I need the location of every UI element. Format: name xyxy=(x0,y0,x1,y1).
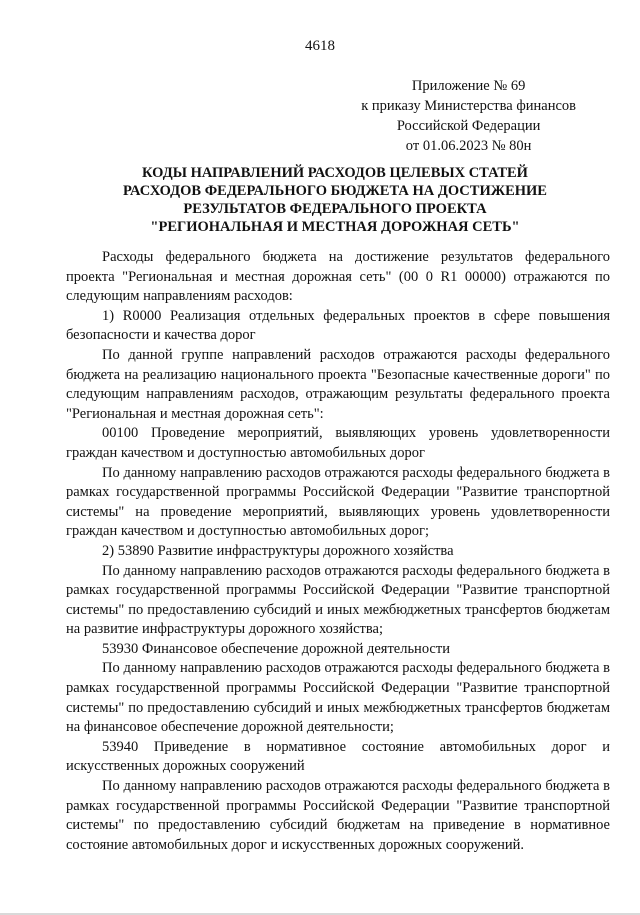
paragraph-code-00100: 00100 Проведение мероприятий, выявляющих уровень удовлетворенности граждан качеством и доступностью автомобильных дорог xyxy=(66,425,610,461)
appendix-line-1: Приложение № 69 xyxy=(411,78,526,94)
title-line-4: "РЕГИОНАЛЬНАЯ И МЕСТНАЯ ДОРОЖНАЯ СЕТЬ" xyxy=(150,219,520,235)
page-number: 4618 xyxy=(305,38,335,54)
paragraph-intro: Расходы федерального бюджета на достижение результатов федерального проекта "Региональная и местная дорожная сеть" (00 0 R1 00000) отражаются по следующим направлениям расходов: xyxy=(66,249,610,305)
document-title xyxy=(60,164,610,236)
title-line-2: РАСХОДОВ ФЕДЕРАЛЬНОГО БЮДЖЕТА НА ДОСТИЖЕНИЕ xyxy=(123,183,547,199)
document-body xyxy=(66,248,610,855)
paragraph-53940-desc: По данному направлению расходов отражаются расходы федерального бюджета в рамках государственной программы Российской Федерации "Развитие транспортной системы" по предоставлению субсидий бюджетам на приведение в нормативное состояние автомобильных дорог и искусственных дорожных сооружений. xyxy=(66,778,610,853)
paragraph-00100-desc: По данному направлению расходов отражаются расходы федерального бюджета в рамках государственной программы Российской Федерации "Развитие транспортной системы" на проведение мероприятий, выявляющих уровень удовлетворенности граждан качеством и доступностью автомобильных дорог; xyxy=(66,464,610,540)
paragraph-code-53940: 53940 Приведение в нормативное состояние автомобильных дорог и искусственных дорожных сооружений xyxy=(66,738,610,775)
title-line-3: РЕЗУЛЬТАТОВ ФЕДЕРАЛЬНОГО ПРОЕКТА xyxy=(183,201,487,217)
appendix-line-2: к приказу Министерства финансов xyxy=(361,98,576,114)
paragraph-r0000-desc: По данной группе направлений расходов отражаются расходы федерального бюджета на реализацию национального проекта "Безопасные качественные дороги" по следующим направлениям расходов, отражающим результаты федерального проекта "Региональная и местная дорожная сеть": xyxy=(66,346,610,422)
appendix-header xyxy=(361,76,576,156)
paragraph-code-53930: 53930 Финансовое обеспечение дорожной деятельности xyxy=(102,640,450,657)
appendix-line-3: Российской Федерации xyxy=(396,118,541,134)
paragraph-53890-desc: По данному направлению расходов отражаются расходы федерального бюджета в рамках государственной программы Российской Федерации "Развитие транспортной системы" по предоставлению субсидий и иных межбюджетных трансфертов бюджетам на развитие инфраструктуры дорожного хозяйства; xyxy=(66,562,610,638)
appendix-line-4: от 01.06.2023 № 80н xyxy=(405,138,532,154)
paragraph-code-53890: 2) 53890 Развитие инфраструктуры дорожного хозяйства xyxy=(102,542,454,559)
paragraph-53930-desc: По данному направлению расходов отражаются расходы федерального бюджета в рамках государственной программы Российской Федерации "Развитие транспортной системы" по предоставлению субсидий и иных межбюджетных трансфертов бюджетам на финансовое обеспечение дорожной деятельности; xyxy=(66,660,610,736)
title-line-1: КОДЫ НАПРАВЛЕНИЙ РАСХОДОВ ЦЕЛЕВЫХ СТАТЕЙ xyxy=(142,165,528,181)
paragraph-code-r0000: 1) R0000 Реализация отдельных федеральных проектов в сфере повышения безопасности и качества дорог xyxy=(66,307,610,344)
